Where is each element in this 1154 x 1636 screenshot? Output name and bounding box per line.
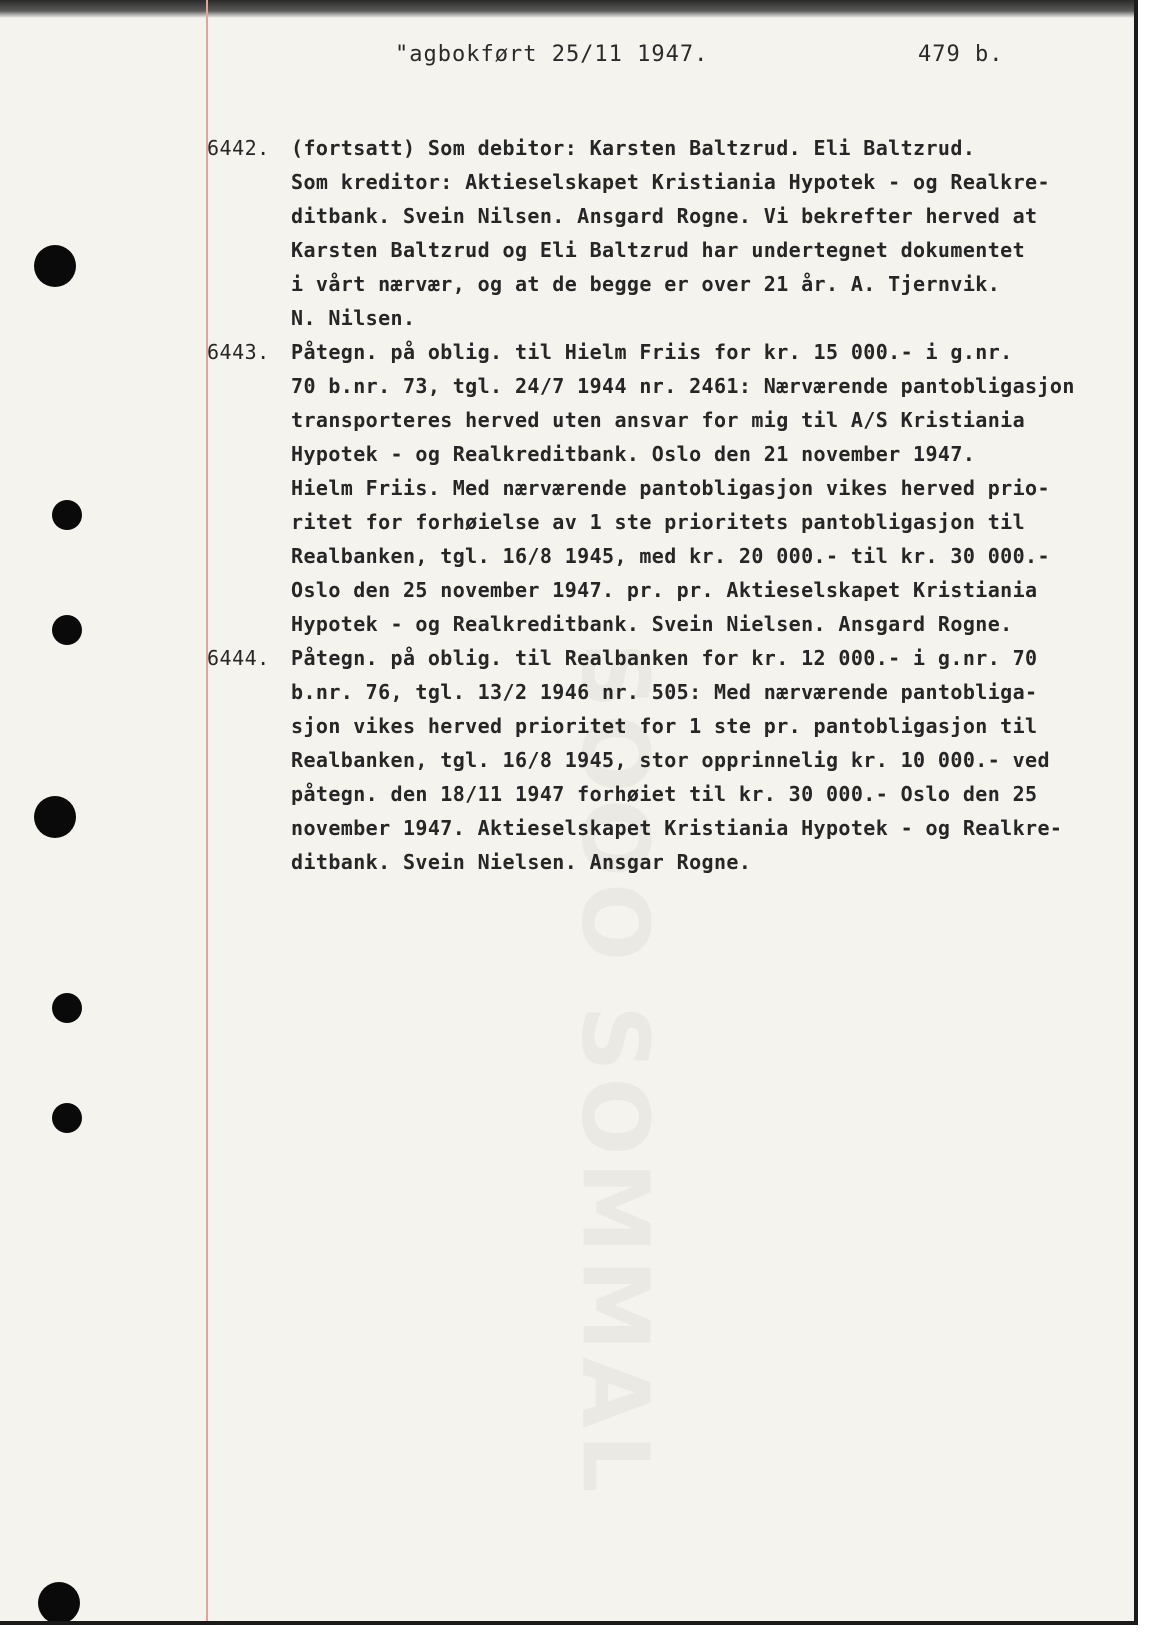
page-top-edge	[0, 0, 1134, 18]
entry-line: ditbank. Svein Nielsen. Ansgar Rogne.	[291, 850, 752, 874]
entry-line: Hypotek - og Realkreditbank. Oslo den 21 november 1947.	[291, 442, 976, 466]
binder-hole-5	[52, 993, 82, 1023]
entry-line: Som kreditor: Aktieselskapet Kristiania Hypotek - og Realkre-	[291, 170, 1050, 194]
entry-line: ditbank. Svein Nilsen. Ansgard Rogne. Vi bekrefter herved at	[291, 204, 1038, 228]
entry-number: 6442.	[207, 136, 270, 160]
entry-line: Hypotek - og Realkreditbank. Svein Nielsen. Ansgard Rogne.	[291, 612, 1013, 636]
entry-line: november 1947. Aktieselskapet Kristiania Hypotek - og Realkre-	[291, 816, 1063, 840]
entry-line: påtegn. den 18/11 1947 forhøiet til kr. 30 000.- Oslo den 25	[291, 782, 1038, 806]
entry-line: transporteres herved uten ansvar for mig til A/S Kristiania	[291, 408, 1026, 432]
binder-hole-3	[52, 615, 82, 645]
watermark-text: SOOO SOMMAL	[561, 641, 669, 1499]
entry-line: (fortsatt) Som debitor: Karsten Baltzrud. Eli Baltzrud.	[291, 136, 976, 160]
entry-line: sjon vikes herved prioritet for 1 ste pr. pantobligasjon til	[291, 714, 1038, 738]
entry-number: 6444.	[207, 646, 270, 670]
binder-hole-7-main	[38, 1582, 80, 1624]
entry-line: Realbanken, tgl. 16/8 1945, stor opprinnelig kr. 10 000.- ved	[291, 748, 1050, 772]
entry-line: Påtegn. på oblig. til Hielm Friis for kr. 15 000.- i g.nr.	[291, 340, 1013, 364]
binder-hole-1	[34, 245, 76, 287]
entry-line: Realbanken, tgl. 16/8 1945, med kr. 20 000.- til kr. 30 000.-	[291, 544, 1050, 568]
entry-line: ritet for forhøielse av 1 ste prioritets pantobligasjon til	[291, 510, 1026, 534]
entry-line: Hielm Friis. Med nærværende pantobligasjon vikes herved prio-	[291, 476, 1050, 500]
entry-line: Karsten Baltzrud og Eli Baltzrud har undertegnet dokumentet	[291, 238, 1026, 262]
binder-hole-6	[52, 1103, 82, 1133]
entry-line: Oslo den 25 november 1947. pr. pr. Aktieselskapet Kristiania	[291, 578, 1038, 602]
page-number: 479 b.	[918, 42, 1004, 67]
entry-number: 6443.	[207, 340, 270, 364]
entry-line: Påtegn. på oblig. til Realbanken for kr. 12 000.- i g.nr. 70	[291, 646, 1038, 670]
entry-line: N. Nilsen.	[291, 306, 416, 330]
entry-line: 70 b.nr. 73, tgl. 24/7 1944 nr. 2461: Nærværende pantobligasjon	[291, 374, 1075, 398]
binder-hole-2	[52, 500, 82, 530]
entry-line: b.nr. 76, tgl. 13/2 1946 nr. 505: Med nærværende pantobliga-	[291, 680, 1038, 704]
ledger-date-header: "agbokført 25/11 1947.	[395, 42, 709, 67]
entry-line: i vårt nærvær, og at de begge er over 21 år. A. Tjernvik.	[291, 272, 1001, 296]
margin-line	[206, 0, 208, 1621]
binder-hole-4	[34, 796, 76, 838]
